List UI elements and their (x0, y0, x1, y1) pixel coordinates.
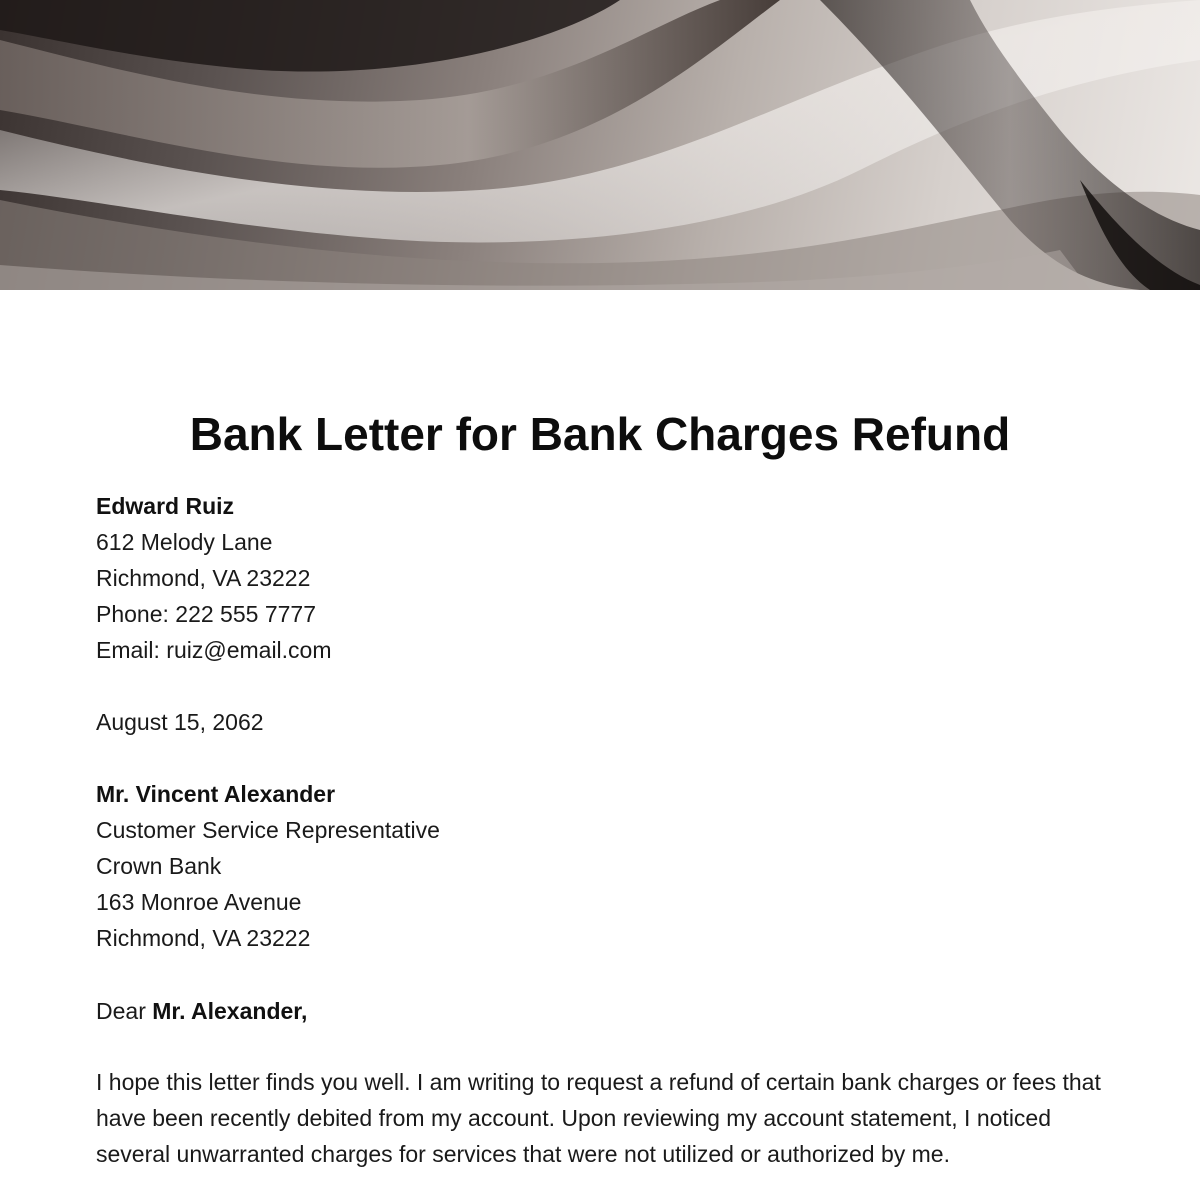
salutation-greeting: Dear (96, 998, 153, 1024)
recipient-city-state-zip: Richmond, VA 23222 (96, 925, 311, 951)
recipient-position: Customer Service Representative (96, 817, 440, 843)
sender-street: 612 Melody Lane (96, 529, 273, 555)
recipient-company: Crown Bank (96, 853, 222, 879)
sender-city-state-zip: Richmond, VA 23222 (96, 565, 311, 591)
sender-address-block (96, 488, 332, 668)
salutation-name: Mr. Alexander, (152, 998, 308, 1024)
body-paragraph: I hope this letter finds you well. I am writing to request a refund of certain bank charges or fees that have been recently debited from my account. Upon reviewing my account statement, I noticed several unwarranted charges for services that were not utilized or authorized by me. (96, 1069, 1101, 1167)
recipient-street: 163 Monroe Avenue (96, 889, 302, 915)
salutation (96, 993, 307, 1029)
document-title: Bank Letter for Bank Charges Refund (189, 408, 1011, 460)
recipient-address-block (96, 776, 440, 956)
sender-phone: Phone: 222 555 7777 (96, 601, 316, 627)
letter-date-block (96, 704, 264, 740)
sender-name: Edward Ruiz (96, 493, 235, 519)
letter-date: August 15, 2062 (96, 709, 264, 735)
sender-email: Email: ruiz@email.com (96, 637, 332, 663)
recipient-name: Mr. Vincent Alexander (96, 781, 336, 807)
silk-wave-graphic (0, 0, 1200, 290)
header-banner-image (0, 0, 1200, 290)
